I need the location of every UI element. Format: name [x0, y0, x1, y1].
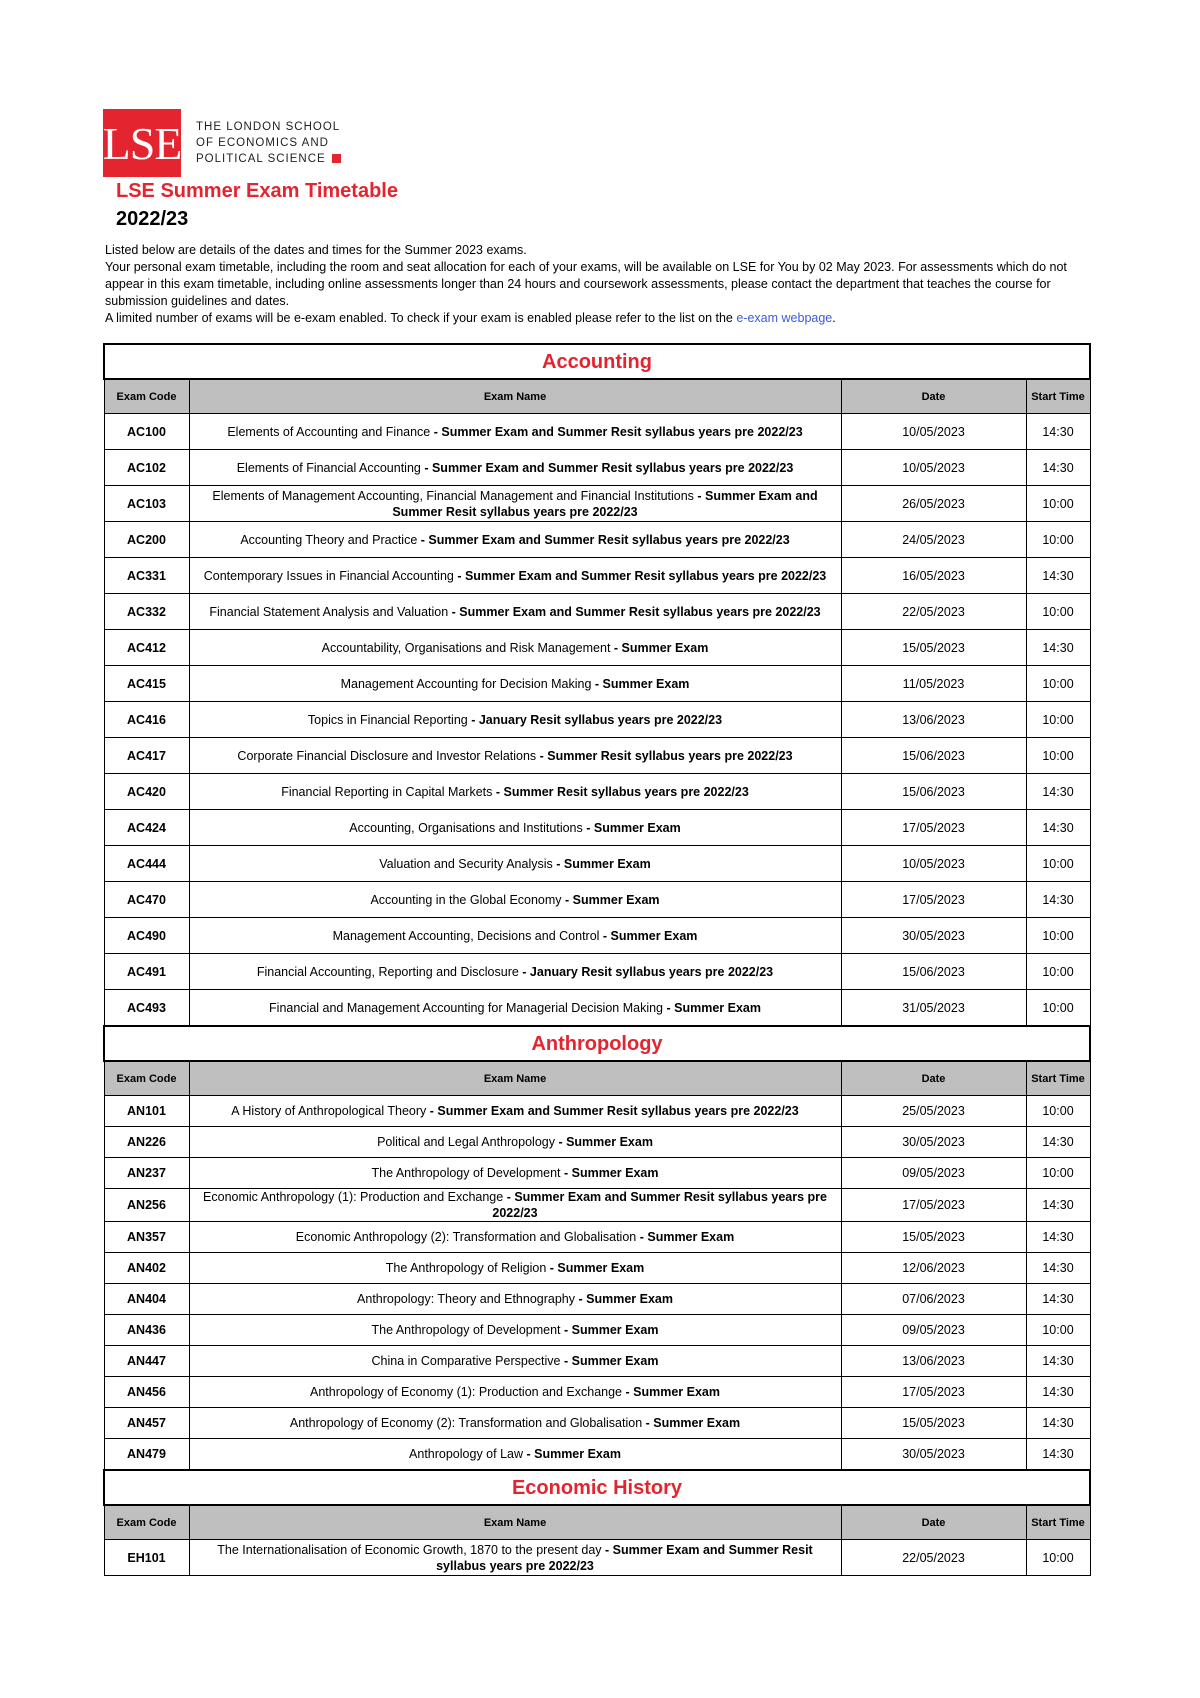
exam-note: - Summer Exam — [549, 1261, 645, 1275]
exam-name — [189, 738, 841, 774]
exam-code: AN404 — [104, 1284, 189, 1315]
exam-code: AN357 — [104, 1222, 189, 1253]
intro-line: A limited number of exams will be e-exam enabled. To check if your exam is enabled please refer to the list on the e-exam webpage. — [105, 311, 836, 325]
exam-start-time: 14:30 — [1026, 1253, 1090, 1284]
exam-name — [189, 1540, 841, 1576]
column-header-name: Exam Name — [189, 1061, 841, 1096]
table-row — [104, 1346, 1090, 1377]
exam-start-time: 14:30 — [1026, 630, 1090, 666]
exam-name — [189, 558, 841, 594]
exam-title: The Anthropology of Development — [371, 1323, 561, 1337]
exam-title: Economic Anthropology (2): Transformation and Globalisation — [295, 1230, 640, 1244]
exam-title: Financial Accounting, Reporting and Disclosure — [256, 964, 519, 979]
exam-code: AC493 — [104, 990, 189, 1027]
exam-date: 17/05/2023 — [841, 1189, 1026, 1222]
exam-title: Financial and Management Accounting for Managerial Decision Making — [269, 1000, 667, 1015]
table-row — [104, 1540, 1090, 1576]
academic-year: 2022/23 — [116, 208, 189, 230]
exam-note: - Summer Exam and Summer Resit syllabus years pre 2022/23 — [457, 568, 827, 583]
exam-note: - Summer Exam — [642, 1416, 741, 1430]
exam-title: Financial Statement Analysis and Valuation — [209, 604, 452, 619]
exam-note: - Summer Exam — [602, 928, 698, 943]
exam-start-time: 14:30 — [1026, 1346, 1090, 1377]
table-row — [104, 1439, 1090, 1471]
exam-title: Accountability, Organisations and Risk Management — [321, 640, 614, 655]
exam-name — [189, 522, 841, 558]
table-row — [104, 918, 1090, 954]
exam-start-time: 14:30 — [1026, 774, 1090, 810]
table-row — [104, 1253, 1090, 1284]
exam-name — [189, 882, 841, 918]
exam-name — [189, 1189, 841, 1222]
exam-code: AC490 — [104, 918, 189, 954]
column-header-date: Date — [841, 1505, 1026, 1540]
exam-note: - Summer Exam and Summer Resit syllabus years pre 2022/23 — [451, 604, 821, 619]
exam-title: Management Accounting, Decisions and Control — [332, 928, 603, 943]
table-row — [104, 882, 1090, 918]
exam-date: 15/05/2023 — [841, 1408, 1026, 1439]
table-row — [104, 1408, 1090, 1439]
exam-start-time: 10:00 — [1026, 918, 1090, 954]
exam-start-time: 14:30 — [1026, 882, 1090, 918]
exam-timetable — [103, 343, 1091, 1576]
exam-code: AN402 — [104, 1253, 189, 1284]
exam-code: AN101 — [104, 1096, 189, 1127]
exam-title: Corporate Financial Disclosure and Investor Relations — [237, 748, 540, 763]
table-row — [104, 558, 1090, 594]
exam-code: AC415 — [104, 666, 189, 702]
exam-date: 12/06/2023 — [841, 1253, 1026, 1284]
exam-code: AC200 — [104, 522, 189, 558]
exam-title: The Anthropology of Development — [371, 1166, 564, 1180]
exam-title: Political and Legal Anthropology — [377, 1135, 559, 1149]
exam-name — [189, 702, 841, 738]
exam-name — [189, 1284, 841, 1315]
exam-start-time: 14:30 — [1026, 414, 1090, 450]
logo-square-icon — [332, 154, 341, 163]
exam-code: AN256 — [104, 1189, 189, 1222]
exam-note: - Summer Exam and Summer Resit syllabus years pre 2022/23 — [420, 532, 790, 547]
exam-name — [189, 1096, 841, 1127]
exam-note: - Summer Exam — [586, 820, 681, 835]
exam-note: - Summer Resit syllabus years pre 2022/23 — [539, 748, 793, 763]
exam-code: AC331 — [104, 558, 189, 594]
exam-name — [189, 954, 841, 990]
exam-note: - Summer Exam and Summer Resit syllabus years pre 2022/23 — [426, 1104, 799, 1118]
exam-start-time: 14:30 — [1026, 558, 1090, 594]
exam-note: - Summer Exam — [578, 1292, 673, 1306]
exam-note: - Summer Exam and Summer Resit syllabus years pre 2022/23 — [492, 1190, 827, 1220]
table-row — [104, 486, 1090, 522]
exam-note: - Summer Exam — [594, 676, 690, 691]
column-header-name: Exam Name — [189, 1505, 841, 1540]
exam-date: 10/05/2023 — [841, 450, 1026, 486]
table-header-row — [104, 1505, 1090, 1540]
exam-note: - Summer Exam — [560, 1323, 659, 1337]
exam-name — [189, 630, 841, 666]
exam-name — [189, 1439, 841, 1471]
exam-code: AN436 — [104, 1315, 189, 1346]
table-row — [104, 1158, 1090, 1189]
table-row — [104, 1377, 1090, 1408]
exam-name — [189, 1377, 841, 1408]
column-header-time: Start Time — [1026, 1061, 1090, 1096]
lse-logo-mark: LSE — [103, 109, 181, 177]
exam-name — [189, 486, 841, 522]
exam-code: AC420 — [104, 774, 189, 810]
exam-start-time: 10:00 — [1026, 990, 1090, 1027]
exam-title: Elements of Financial Accounting — [236, 460, 421, 475]
table-row — [104, 1127, 1090, 1158]
exam-start-time: 10:00 — [1026, 486, 1090, 522]
exam-note: - Summer Exam — [558, 1135, 653, 1149]
exam-code: AN237 — [104, 1158, 189, 1189]
exam-start-time: 10:00 — [1026, 522, 1090, 558]
exam-title: Economic Anthropology (1): Production and Exchange — [203, 1190, 507, 1204]
exam-note: - January Resit syllabus years pre 2022/23 — [467, 712, 723, 727]
table-header-row — [104, 379, 1090, 414]
exam-date: 07/06/2023 — [841, 1284, 1026, 1315]
exam-note: - Summer Exam — [613, 640, 709, 655]
exam-note: - Summer Exam and Summer Resit syllabus years pre 2022/23 — [436, 1542, 813, 1573]
exam-start-time: 10:00 — [1026, 1315, 1090, 1346]
exam-code: AC416 — [104, 702, 189, 738]
exam-note: - Summer Exam — [523, 1447, 621, 1461]
exam-date: 15/05/2023 — [841, 1222, 1026, 1253]
section-title: Economic History — [104, 1470, 1090, 1505]
exam-start-time: 14:30 — [1026, 1222, 1090, 1253]
exam-name — [189, 846, 841, 882]
table-row — [104, 1222, 1090, 1253]
exam-date: 30/05/2023 — [841, 918, 1026, 954]
exam-date: 09/05/2023 — [841, 1158, 1026, 1189]
exam-start-time: 10:00 — [1026, 1096, 1090, 1127]
exam-date: 15/05/2023 — [841, 630, 1026, 666]
exam-note: - January Resit syllabus years pre 2022/23 — [518, 964, 774, 979]
table-row — [104, 522, 1090, 558]
exam-start-time: 14:30 — [1026, 1439, 1090, 1471]
exam-start-time: 14:30 — [1026, 450, 1090, 486]
table-row — [104, 774, 1090, 810]
table-row — [104, 1315, 1090, 1346]
exam-name — [189, 1222, 841, 1253]
exam-note: - Summer Exam — [564, 1166, 659, 1180]
exam-title: Anthropology of Economy (2): Transformation and Globalisation — [289, 1416, 643, 1430]
table-row — [104, 846, 1090, 882]
exam-date: 17/05/2023 — [841, 1377, 1026, 1408]
exam-name — [189, 450, 841, 486]
exam-start-time: 14:30 — [1026, 1189, 1090, 1222]
exam-title: China in Comparative Perspective — [371, 1354, 561, 1368]
table-row — [104, 954, 1090, 990]
exam-date: 15/06/2023 — [841, 738, 1026, 774]
exam-start-time: 10:00 — [1026, 846, 1090, 882]
exam-date: 10/05/2023 — [841, 414, 1026, 450]
exam-title: Elements of Accounting and Finance — [227, 424, 431, 439]
column-header-code: Exam Code — [104, 379, 189, 414]
exam-title: Accounting Theory and Practice — [240, 532, 421, 547]
table-row — [104, 990, 1090, 1027]
exam-code: AC470 — [104, 882, 189, 918]
table-row — [104, 1189, 1090, 1222]
table-row — [104, 1096, 1090, 1127]
table-row — [104, 810, 1090, 846]
exam-start-time: 10:00 — [1026, 702, 1090, 738]
column-header-code: Exam Code — [104, 1505, 189, 1540]
exam-code: AC417 — [104, 738, 189, 774]
exam-title: Anthropology: Theory and Ethnography — [357, 1292, 579, 1306]
exam-date: 15/06/2023 — [841, 954, 1026, 990]
exam-start-time: 14:30 — [1026, 1127, 1090, 1158]
exam-start-time: 10:00 — [1026, 954, 1090, 990]
exam-start-time: 14:30 — [1026, 1408, 1090, 1439]
exam-date: 17/05/2023 — [841, 810, 1026, 846]
column-header-time: Start Time — [1026, 379, 1090, 414]
exam-code: AC444 — [104, 846, 189, 882]
exam-date: 22/05/2023 — [841, 594, 1026, 630]
exam-name — [189, 1158, 841, 1189]
exam-code: AC103 — [104, 486, 189, 522]
exam-code: AC332 — [104, 594, 189, 630]
table-row — [104, 1284, 1090, 1315]
exam-title: Anthropology of Law — [409, 1447, 523, 1461]
exam-name — [189, 594, 841, 630]
exam-note: - Summer Exam and Summer Resit syllabus years pre 2022/23 — [420, 460, 794, 475]
exam-name — [189, 1315, 841, 1346]
exam-title: Anthropology of Economy (1): Production and Exchange — [310, 1385, 623, 1399]
exam-start-time: 10:00 — [1026, 666, 1090, 702]
exam-name — [189, 1253, 841, 1284]
exam-date: 22/05/2023 — [841, 1540, 1026, 1576]
exam-name — [189, 414, 841, 450]
column-header-code: Exam Code — [104, 1061, 189, 1096]
exam-title: Contemporary Issues in Financial Accounting — [203, 568, 458, 583]
exam-date: 15/06/2023 — [841, 774, 1026, 810]
exam-note: - Summer Exam — [666, 1000, 761, 1015]
e-exam-webpage-link[interactable]: e-exam webpage — [736, 311, 833, 325]
section-title: Accounting — [104, 344, 1090, 379]
lse-logo-wordmark — [196, 119, 341, 167]
exam-title: A History of Anthropological Theory — [231, 1104, 427, 1118]
exam-date: 26/05/2023 — [841, 486, 1026, 522]
exam-start-time: 14:30 — [1026, 1377, 1090, 1408]
intro-line: Listed below are details of the dates and times for the Summer 2023 exams. — [105, 243, 527, 257]
exam-note: - Summer Exam — [622, 1385, 720, 1399]
exam-date: 25/05/2023 — [841, 1096, 1026, 1127]
exam-note: - Summer Exam — [639, 1230, 735, 1244]
exam-date: 10/05/2023 — [841, 846, 1026, 882]
exam-title: Topics in Financial Reporting — [307, 712, 468, 727]
table-row — [104, 414, 1090, 450]
exam-date: 24/05/2023 — [841, 522, 1026, 558]
exam-code: AC412 — [104, 630, 189, 666]
exam-note: - Summer Exam — [565, 892, 660, 907]
column-header-name: Exam Name — [189, 379, 841, 414]
section-title: Anthropology — [104, 1026, 1090, 1061]
exam-name — [189, 1127, 841, 1158]
exam-name — [189, 1408, 841, 1439]
exam-date: 17/05/2023 — [841, 882, 1026, 918]
exam-start-time: 14:30 — [1026, 810, 1090, 846]
logo-line: THE LONDON SCHOOL — [196, 121, 341, 133]
logo-line: OF ECONOMICS AND — [196, 137, 329, 149]
exam-name — [189, 1346, 841, 1377]
exam-start-time: 10:00 — [1026, 738, 1090, 774]
logo-line: POLITICAL SCIENCE — [196, 151, 341, 167]
exam-date: 09/05/2023 — [841, 1315, 1026, 1346]
exam-name — [189, 666, 841, 702]
exam-start-time: 10:00 — [1026, 1540, 1090, 1576]
exam-start-time: 14:30 — [1026, 1284, 1090, 1315]
exam-code: AN479 — [104, 1439, 189, 1471]
exam-title: The Anthropology of Religion — [385, 1261, 550, 1275]
table-row — [104, 630, 1090, 666]
page-title: LSE Summer Exam Timetable — [116, 180, 398, 202]
table-row — [104, 666, 1090, 702]
exam-title: Accounting, Organisations and Institutions — [349, 820, 587, 835]
exam-date: 11/05/2023 — [841, 666, 1026, 702]
exam-note: - Summer Exam and Summer Resit syllabus years pre 2022/23 — [392, 488, 818, 519]
table-row — [104, 702, 1090, 738]
exam-name — [189, 918, 841, 954]
exam-code: AC102 — [104, 450, 189, 486]
exam-title: Elements of Management Accounting, Financial Management and Financial Institutions — [212, 488, 698, 503]
table-row — [104, 738, 1090, 774]
table-header-row — [104, 1061, 1090, 1096]
exam-note: - Summer Exam — [552, 856, 651, 871]
exam-code: AC100 — [104, 414, 189, 450]
exam-code: AN447 — [104, 1346, 189, 1377]
exam-name — [189, 774, 841, 810]
exam-code: AC491 — [104, 954, 189, 990]
exam-date: 31/05/2023 — [841, 990, 1026, 1027]
intro-text — [105, 242, 1105, 327]
exam-code: AN457 — [104, 1408, 189, 1439]
exam-title: Accounting in the Global Economy — [370, 892, 566, 907]
exam-title: Management Accounting for Decision Making — [340, 676, 595, 691]
exam-start-time: 10:00 — [1026, 1158, 1090, 1189]
exam-title: Valuation and Security Analysis — [379, 856, 553, 871]
exam-title: Financial Reporting in Capital Markets — [281, 784, 496, 799]
exam-note: - Summer Exam — [560, 1354, 659, 1368]
exam-title: The Internationalisation of Economic Growth, 1870 to the present day — [217, 1542, 602, 1557]
exam-code: EH101 — [104, 1540, 189, 1576]
exam-code: AC424 — [104, 810, 189, 846]
exam-date: 13/06/2023 — [841, 1346, 1026, 1377]
exam-note: - Summer Exam and Summer Resit syllabus years pre 2022/23 — [430, 424, 803, 439]
exam-start-time: 10:00 — [1026, 594, 1090, 630]
intro-line: Your personal exam timetable, including the room and seat allocation for each of your exams, will be available on LSE for You by 02 May 2023. For assessments which do not appear in this exam timetable, including online assessments longer than 24 hours and coursework assessments, please contact the department that teaches the course for submission guidelines and dates. — [105, 260, 1067, 308]
exam-date: 30/05/2023 — [841, 1127, 1026, 1158]
exam-date: 30/05/2023 — [841, 1439, 1026, 1471]
column-header-time: Start Time — [1026, 1505, 1090, 1540]
exam-name — [189, 810, 841, 846]
exam-note: - Summer Resit syllabus years pre 2022/23 — [495, 784, 749, 799]
exam-code: AN226 — [104, 1127, 189, 1158]
exam-code: AN456 — [104, 1377, 189, 1408]
table-row — [104, 450, 1090, 486]
exam-date: 16/05/2023 — [841, 558, 1026, 594]
exam-date: 13/06/2023 — [841, 702, 1026, 738]
table-row — [104, 594, 1090, 630]
lse-logo — [103, 109, 341, 177]
column-header-date: Date — [841, 379, 1026, 414]
exam-name — [189, 990, 841, 1027]
column-header-date: Date — [841, 1061, 1026, 1096]
